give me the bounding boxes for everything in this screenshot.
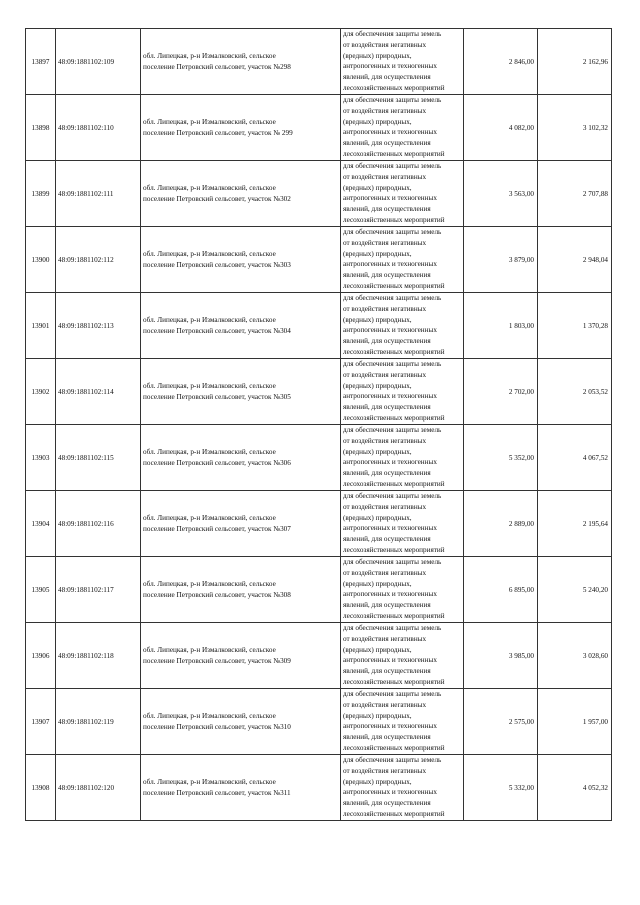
purpose-line: от воздействия негативных [343, 568, 427, 577]
area-value: 2 702,00 [464, 359, 538, 425]
purpose-line: (вредных) природных, [343, 513, 412, 522]
purpose-cell [341, 755, 464, 821]
area-value: 2 846,00 [464, 29, 538, 95]
address-line: обл. Липецкая, р-н Измалковский, сельское [143, 514, 276, 522]
purpose-cell [341, 29, 464, 95]
purpose-line: явлений, для осуществления [343, 139, 431, 148]
purpose-line: явлений, для осуществления [343, 271, 431, 280]
purpose-line: от воздействия негативных [343, 634, 427, 643]
purpose-line: для обеспечения защиты земель [343, 756, 442, 764]
address-cell [141, 359, 341, 425]
row-number: 13901 [26, 293, 56, 359]
row-number: 13905 [26, 557, 56, 623]
table-row [26, 425, 612, 491]
purpose-line: для обеспечения защиты земель [343, 426, 442, 434]
address-line: поселение Петровский сельсовет, участок №310 [143, 722, 291, 731]
row-number: 13898 [26, 95, 56, 161]
table-row [26, 623, 612, 689]
purpose-cell [341, 161, 464, 227]
purpose-line: антропогенных и техногенных [343, 326, 437, 335]
cadastral-number: 48:09:1881102:116 [56, 491, 141, 557]
cadastral-number: 48:09:1881102:114 [56, 359, 141, 425]
address-line: поселение Петровский сельсовет, участок №298 [143, 62, 291, 71]
purpose-line: антропогенных и техногенных [343, 590, 437, 599]
purpose-line: от воздействия негативных [343, 700, 427, 709]
cadastral-value: 2 162,96 [538, 29, 612, 95]
purpose-cell [341, 557, 464, 623]
purpose-line: от воздействия негативных [343, 238, 427, 247]
purpose-line: лесохозяйственных мероприятий [343, 413, 445, 422]
purpose-line: от воздействия негативных [343, 766, 427, 775]
purpose-line: для обеспечения защиты земель [343, 228, 442, 236]
purpose-line: явлений, для осуществления [343, 73, 431, 82]
purpose-cell [341, 227, 464, 293]
area-value: 6 895,00 [464, 557, 538, 623]
area-value: 4 082,00 [464, 95, 538, 161]
row-number: 13904 [26, 491, 56, 557]
purpose-line: явлений, для осуществления [343, 337, 431, 346]
purpose-line: для обеспечения защиты земель [343, 162, 442, 170]
purpose-line: антропогенных и техногенных [343, 128, 437, 137]
area-value: 5 332,00 [464, 755, 538, 821]
purpose-line: лесохозяйственных мероприятий [343, 83, 445, 92]
address-line: поселение Петровский сельсовет, участок №306 [143, 458, 291, 467]
cadastral-number: 48:09:1881102:109 [56, 29, 141, 95]
address-line: обл. Липецкая, р-н Измалковский, сельское [143, 382, 276, 390]
purpose-line: явлений, для осуществления [343, 733, 431, 742]
purpose-line: антропогенных и техногенных [343, 788, 437, 797]
purpose-line: от воздействия негативных [343, 436, 427, 445]
purpose-line: явлений, для осуществления [343, 469, 431, 478]
purpose-line: лесохозяйственных мероприятий [343, 347, 445, 356]
purpose-line: лесохозяйственных мероприятий [343, 545, 445, 554]
purpose-line: антропогенных и техногенных [343, 656, 437, 665]
cadastral-value: 1 957,00 [538, 689, 612, 755]
address-cell [141, 293, 341, 359]
address-line: обл. Липецкая, р-н Измалковский, сельское [143, 118, 276, 126]
purpose-line: (вредных) природных, [343, 447, 412, 456]
purpose-line: от воздействия негативных [343, 40, 427, 49]
purpose-cell [341, 95, 464, 161]
purpose-line: явлений, для осуществления [343, 799, 431, 808]
row-number: 13902 [26, 359, 56, 425]
row-number: 13900 [26, 227, 56, 293]
table-row [26, 557, 612, 623]
address-line: обл. Липецкая, р-н Измалковский, сельское [143, 646, 276, 654]
area-value: 5 352,00 [464, 425, 538, 491]
area-value: 3 879,00 [464, 227, 538, 293]
table-row [26, 689, 612, 755]
area-value: 1 803,00 [464, 293, 538, 359]
purpose-line: лесохозяйственных мероприятий [343, 611, 445, 620]
purpose-line: (вредных) природных, [343, 51, 412, 60]
cadastral-number: 48:09:1881102:112 [56, 227, 141, 293]
address-line: поселение Петровский сельсовет, участок №311 [143, 788, 291, 797]
purpose-line: от воздействия негативных [343, 304, 427, 313]
purpose-line: антропогенных и техногенных [343, 392, 437, 401]
cadastral-value: 1 370,28 [538, 293, 612, 359]
purpose-cell [341, 293, 464, 359]
address-line: обл. Липецкая, р-н Измалковский, сельское [143, 448, 276, 456]
purpose-line: для обеспечения защиты земель [343, 294, 442, 302]
purpose-cell [341, 689, 464, 755]
purpose-cell [341, 425, 464, 491]
address-line: обл. Липецкая, р-н Измалковский, сельское [143, 712, 276, 720]
row-number: 13903 [26, 425, 56, 491]
address-line: поселение Петровский сельсовет, участок № 299 [143, 128, 293, 137]
address-cell [141, 29, 341, 95]
address-line: поселение Петровский сельсовет, участок №303 [143, 260, 291, 269]
purpose-line: явлений, для осуществления [343, 535, 431, 544]
address-line: обл. Липецкая, р-н Измалковский, сельское [143, 316, 276, 324]
cadastral-value: 3 102,32 [538, 95, 612, 161]
purpose-cell [341, 491, 464, 557]
purpose-line: от воздействия негативных [343, 172, 427, 181]
cadastral-value: 3 028,60 [538, 623, 612, 689]
cadastral-value: 2 053,52 [538, 359, 612, 425]
address-line: обл. Липецкая, р-н Измалковский, сельское [143, 184, 276, 192]
purpose-cell [341, 623, 464, 689]
table-body [26, 29, 612, 821]
purpose-line: для обеспечения защиты земель [343, 624, 442, 632]
cadastral-number: 48:09:1881102:119 [56, 689, 141, 755]
row-number: 13899 [26, 161, 56, 227]
address-line: поселение Петровский сельсовет, участок №309 [143, 656, 291, 665]
address-line: обл. Липецкая, р-н Измалковский, сельское [143, 778, 276, 786]
purpose-line: (вредных) природных, [343, 579, 412, 588]
purpose-line: (вредных) природных, [343, 249, 412, 258]
purpose-line: для обеспечения защиты земель [343, 30, 442, 38]
cadastral-value: 5 240,20 [538, 557, 612, 623]
address-line: обл. Липецкая, р-н Измалковский, сельское [143, 250, 276, 258]
purpose-line: лесохозяйственных мероприятий [343, 743, 445, 752]
purpose-line: (вредных) природных, [343, 777, 412, 786]
row-number: 13906 [26, 623, 56, 689]
purpose-line: антропогенных и техногенных [343, 260, 437, 269]
address-cell [141, 227, 341, 293]
purpose-line: явлений, для осуществления [343, 667, 431, 676]
address-cell [141, 689, 341, 755]
address-cell [141, 425, 341, 491]
area-value: 3 985,00 [464, 623, 538, 689]
purpose-line: лесохозяйственных мероприятий [343, 215, 445, 224]
address-cell [141, 557, 341, 623]
purpose-line: для обеспечения защиты земель [343, 492, 442, 500]
purpose-line: для обеспечения защиты земель [343, 690, 442, 698]
row-number: 13897 [26, 29, 56, 95]
area-value: 2 575,00 [464, 689, 538, 755]
purpose-line: (вредных) природных, [343, 183, 412, 192]
purpose-line: явлений, для осуществления [343, 403, 431, 412]
address-line: поселение Петровский сельсовет, участок №307 [143, 524, 291, 533]
cadastral-number: 48:09:1881102:120 [56, 755, 141, 821]
purpose-line: для обеспечения защиты земель [343, 96, 442, 104]
table-row [26, 755, 612, 821]
address-cell [141, 161, 341, 227]
purpose-line: антропогенных и техногенных [343, 194, 437, 203]
purpose-line: для обеспечения защиты земель [343, 558, 442, 566]
table-row [26, 293, 612, 359]
address-cell [141, 623, 341, 689]
table-row [26, 227, 612, 293]
purpose-line: лесохозяйственных мероприятий [343, 281, 445, 290]
cadastral-value: 2 195,64 [538, 491, 612, 557]
area-value: 2 889,00 [464, 491, 538, 557]
cadastral-number: 48:09:1881102:115 [56, 425, 141, 491]
purpose-line: явлений, для осуществления [343, 205, 431, 214]
address-line: обл. Липецкая, р-н Измалковский, сельское [143, 52, 276, 60]
purpose-line: лесохозяйственных мероприятий [343, 149, 445, 158]
purpose-line: от воздействия негативных [343, 502, 427, 511]
address-cell [141, 491, 341, 557]
purpose-line: лесохозяйственных мероприятий [343, 809, 445, 818]
address-cell [141, 95, 341, 161]
table-row [26, 161, 612, 227]
table-row [26, 29, 612, 95]
purpose-line: (вредных) природных, [343, 117, 412, 126]
purpose-line: антропогенных и техногенных [343, 458, 437, 467]
purpose-line: (вредных) природных, [343, 315, 412, 324]
table-row [26, 491, 612, 557]
purpose-line: (вредных) природных, [343, 711, 412, 720]
cadastral-number: 48:09:1881102:110 [56, 95, 141, 161]
purpose-line: лесохозяйственных мероприятий [343, 479, 445, 488]
purpose-line: от воздействия негативных [343, 370, 427, 379]
cadastral-number: 48:09:1881102:113 [56, 293, 141, 359]
cadastral-number: 48:09:1881102:118 [56, 623, 141, 689]
cadastral-value: 4 067,52 [538, 425, 612, 491]
address-line: поселение Петровский сельсовет, участок №305 [143, 392, 291, 401]
land-plots-table [25, 28, 612, 821]
address-cell [141, 755, 341, 821]
purpose-line: явлений, для осуществления [343, 601, 431, 610]
address-line: поселение Петровский сельсовет, участок №302 [143, 194, 291, 203]
cadastral-value: 2 707,88 [538, 161, 612, 227]
table-row [26, 359, 612, 425]
address-line: поселение Петровский сельсовет, участок №308 [143, 590, 291, 599]
purpose-line: антропогенных и техногенных [343, 524, 437, 533]
purpose-line: для обеспечения защиты земель [343, 360, 442, 368]
address-line: поселение Петровский сельсовет, участок №304 [143, 326, 291, 335]
area-value: 3 563,00 [464, 161, 538, 227]
purpose-cell [341, 359, 464, 425]
purpose-line: (вредных) природных, [343, 645, 412, 654]
row-number: 13907 [26, 689, 56, 755]
cadastral-value: 2 948,04 [538, 227, 612, 293]
row-number: 13908 [26, 755, 56, 821]
purpose-line: антропогенных и техногенных [343, 722, 437, 731]
purpose-line: (вредных) природных, [343, 381, 412, 390]
cadastral-number: 48:09:1881102:111 [56, 161, 141, 227]
cadastral-value: 4 052,32 [538, 755, 612, 821]
table-row [26, 95, 612, 161]
purpose-line: антропогенных и техногенных [343, 62, 437, 71]
purpose-line: лесохозяйственных мероприятий [343, 677, 445, 686]
cadastral-number: 48:09:1881102:117 [56, 557, 141, 623]
document-page [25, 28, 611, 821]
purpose-line: от воздействия негативных [343, 106, 427, 115]
address-line: обл. Липецкая, р-н Измалковский, сельское [143, 580, 276, 588]
